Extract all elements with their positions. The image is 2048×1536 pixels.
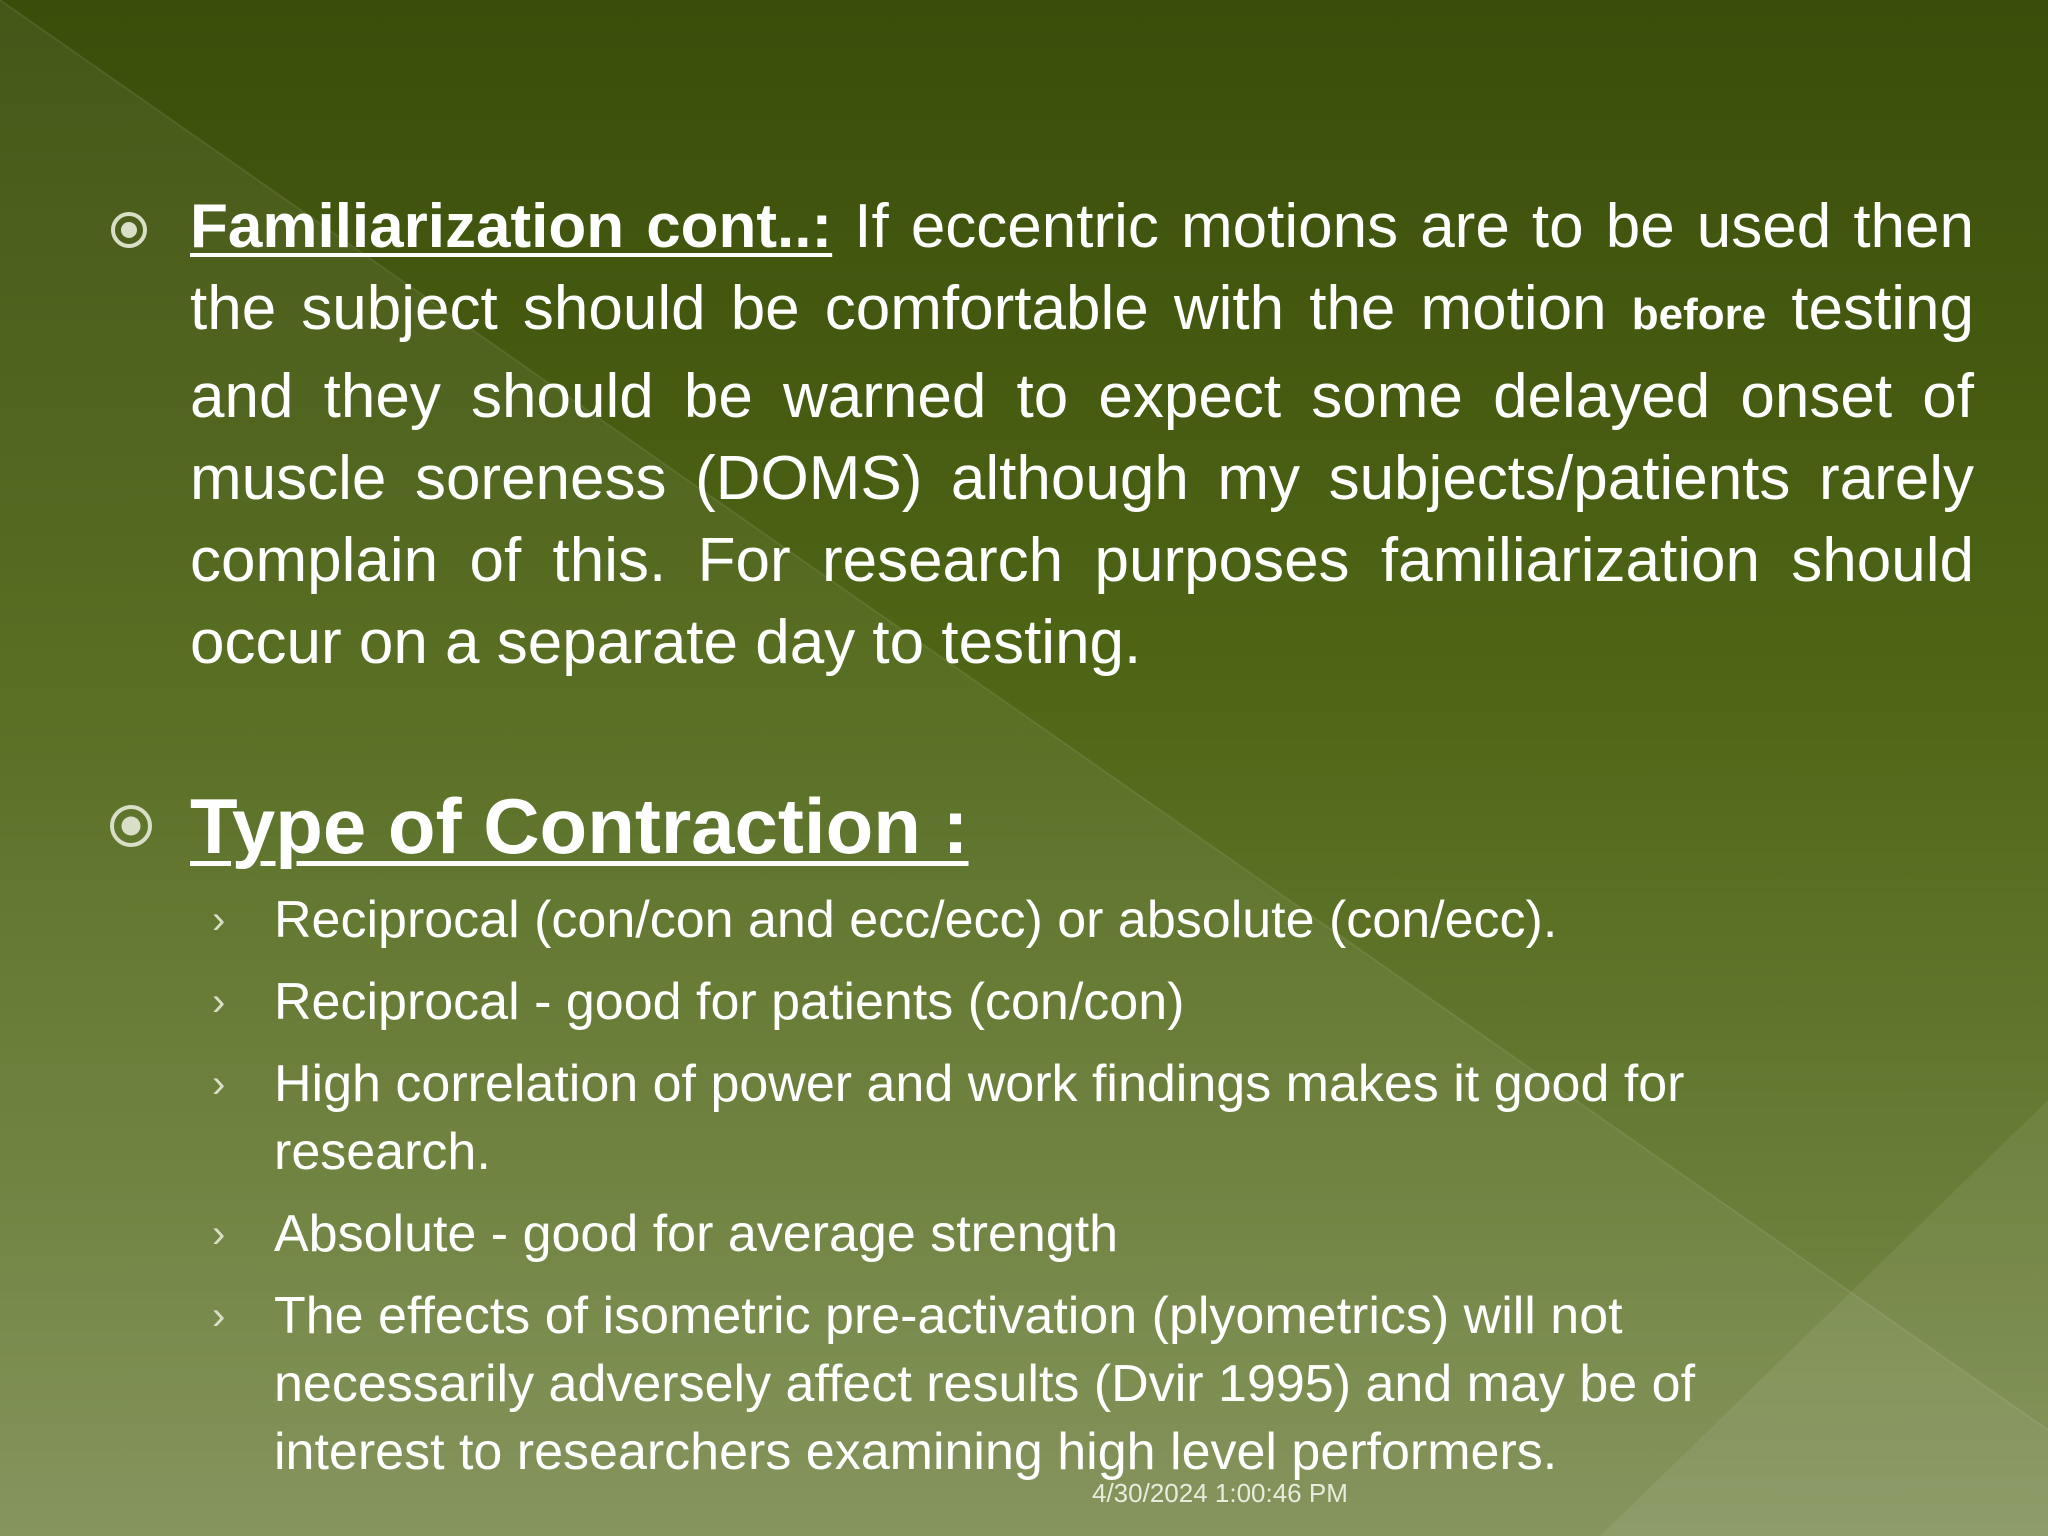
chevron-right-icon: › bbox=[212, 1212, 226, 1256]
sub-item: Absolute - good for average strength bbox=[274, 1205, 1119, 1263]
chevron-right-icon: › bbox=[212, 980, 226, 1024]
chevron-right-icon: › bbox=[212, 1062, 226, 1106]
familiarization-heading: Familiarization cont..: bbox=[190, 192, 833, 261]
sub-item: High correlation of power and work findings makes it good for research. bbox=[274, 1055, 1685, 1181]
sub-item: Reciprocal - good for patients (con/con) bbox=[274, 973, 1185, 1031]
sub-item: Reciprocal (con/con and ecc/ecc) or absolute (con/ecc). bbox=[274, 891, 1558, 949]
familiarization-before: before bbox=[1631, 290, 1767, 339]
timestamp: 4/30/2024 1:00:46 PM bbox=[1092, 1478, 1348, 1508]
sub-item: The effects of isometric pre-activation (plyometrics) will not necessarily adversely affect results (Dvir 1995) and may be of interest to researchers examining high level performers. bbox=[274, 1287, 1696, 1481]
familiarization-text-1: If eccentric motions are to be used then the subject should be comfortable with the motion bbox=[190, 192, 1974, 343]
type-of-contraction-heading: Type of Contraction : bbox=[190, 782, 969, 870]
chevron-right-icon: › bbox=[212, 1294, 226, 1338]
chevron-right-icon: › bbox=[212, 898, 226, 942]
familiarization-text-2: testing and they should be warned to expect some delayed onset of muscle soreness (DOMS) although my subjects/patients rarely complain of this. For research purposes familiarization should occur on a separate day to testing. bbox=[190, 274, 1974, 677]
